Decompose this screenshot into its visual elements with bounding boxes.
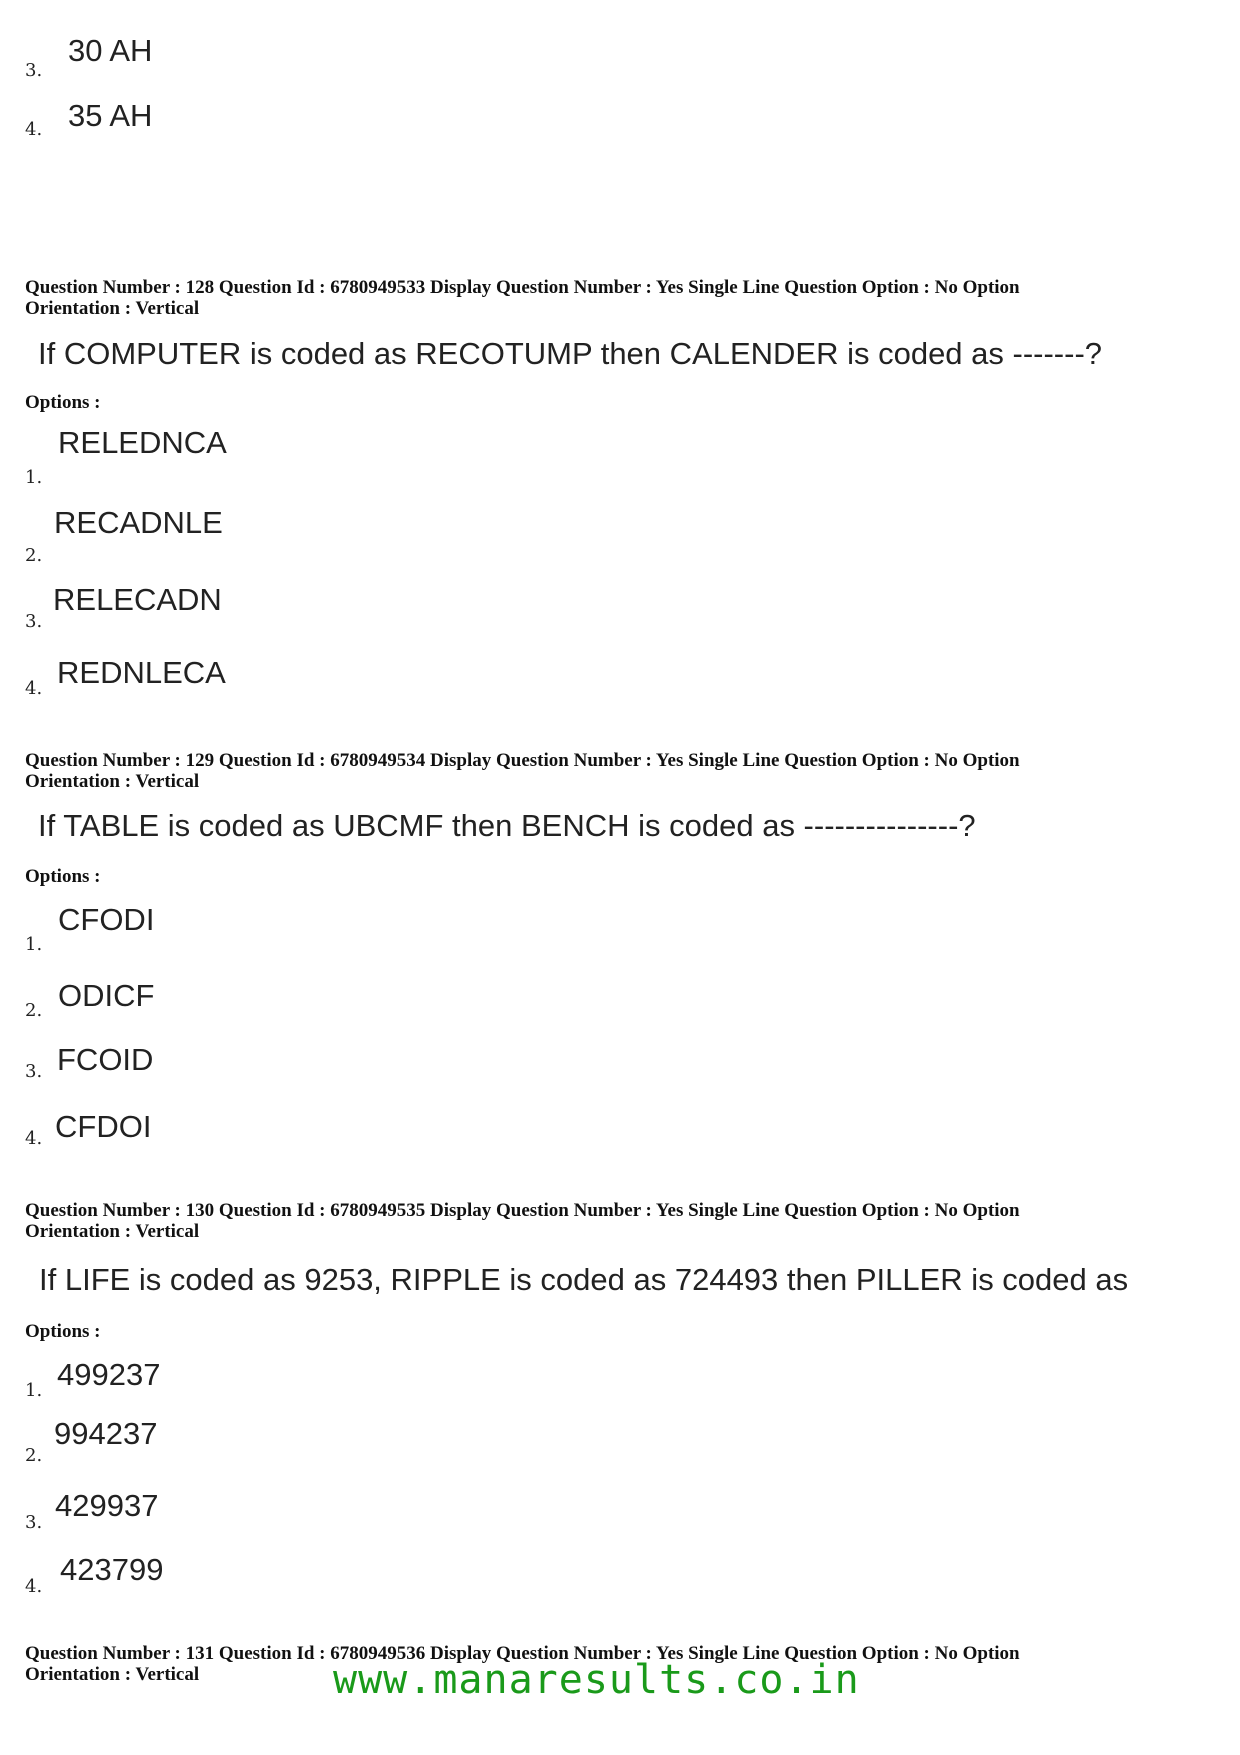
options-label: Options : — [25, 392, 101, 413]
question-meta-line: Question Number : 131 Question Id : 6780949536 Display Question Number : Yes Single Line Question Option : No Option — [25, 1643, 1020, 1664]
option-text: FCOID — [57, 1042, 154, 1077]
question-text: If LIFE is coded as 9253, RIPPLE is coded as 724493 then PILLER is coded as — [39, 1262, 1129, 1297]
option-number: 2. — [25, 1445, 43, 1466]
watermark-url: www.manaresults.co.in — [333, 1657, 860, 1703]
question-meta — [25, 1200, 1195, 1242]
option-number: 4. — [25, 1128, 43, 1149]
option-text: RELEDNCA — [58, 425, 227, 460]
option-number: 1. — [25, 467, 43, 488]
option-number: 3. — [25, 611, 43, 632]
option-text: ODICF — [58, 978, 155, 1013]
option-number: 2. — [25, 545, 43, 566]
question-text: If TABLE is coded as UBCMF then BENCH is coded as ---------------? — [38, 808, 976, 843]
options-label: Options : — [25, 1321, 101, 1342]
option-text: 423799 — [60, 1552, 164, 1587]
question-meta — [25, 750, 1195, 792]
option-text: RECADNLE — [54, 505, 223, 540]
question-meta-line: Orientation : Vertical — [25, 771, 200, 792]
option-text: RELECADN — [53, 582, 222, 617]
option-text: CFODI — [58, 902, 155, 937]
question-text: If COMPUTER is coded as RECOTUMP then CALENDER is coded as -------? — [38, 336, 1103, 371]
option-number: 3. — [25, 60, 43, 81]
question-meta-line: Orientation : Vertical — [25, 1221, 200, 1242]
option-number: 3. — [25, 1061, 43, 1082]
option-number: 3. — [25, 1512, 43, 1533]
option-text: CFDOI — [55, 1109, 152, 1144]
option-number: 1. — [25, 1380, 43, 1401]
question-meta-line: Question Number : 128 Question Id : 6780949533 Display Question Number : Yes Single Line Question Option : No Option — [25, 277, 1020, 298]
question-meta-line: Orientation : Vertical — [25, 298, 200, 319]
question-meta-line: Orientation : Vertical — [25, 1664, 200, 1685]
option-number: 4. — [25, 119, 43, 140]
option-text: 35 AH — [68, 98, 153, 133]
question-meta-line: Question Number : 129 Question Id : 6780949534 Display Question Number : Yes Single Line Question Option : No Option — [25, 750, 1020, 771]
option-number: 1. — [25, 934, 43, 955]
option-number: 4. — [25, 678, 43, 699]
question-meta-line: Question Number : 130 Question Id : 6780949535 Display Question Number : Yes Single Line Question Option : No Option — [25, 1200, 1020, 1221]
option-text: REDNLECA — [57, 655, 226, 690]
option-text: 994237 — [54, 1416, 158, 1451]
question-meta — [25, 277, 1195, 319]
option-text: 30 AH — [68, 33, 153, 68]
option-number: 2. — [25, 1000, 43, 1021]
option-text: 429937 — [55, 1488, 159, 1523]
option-number: 4. — [25, 1576, 43, 1597]
options-label: Options : — [25, 866, 101, 887]
option-text: 499237 — [57, 1357, 161, 1392]
